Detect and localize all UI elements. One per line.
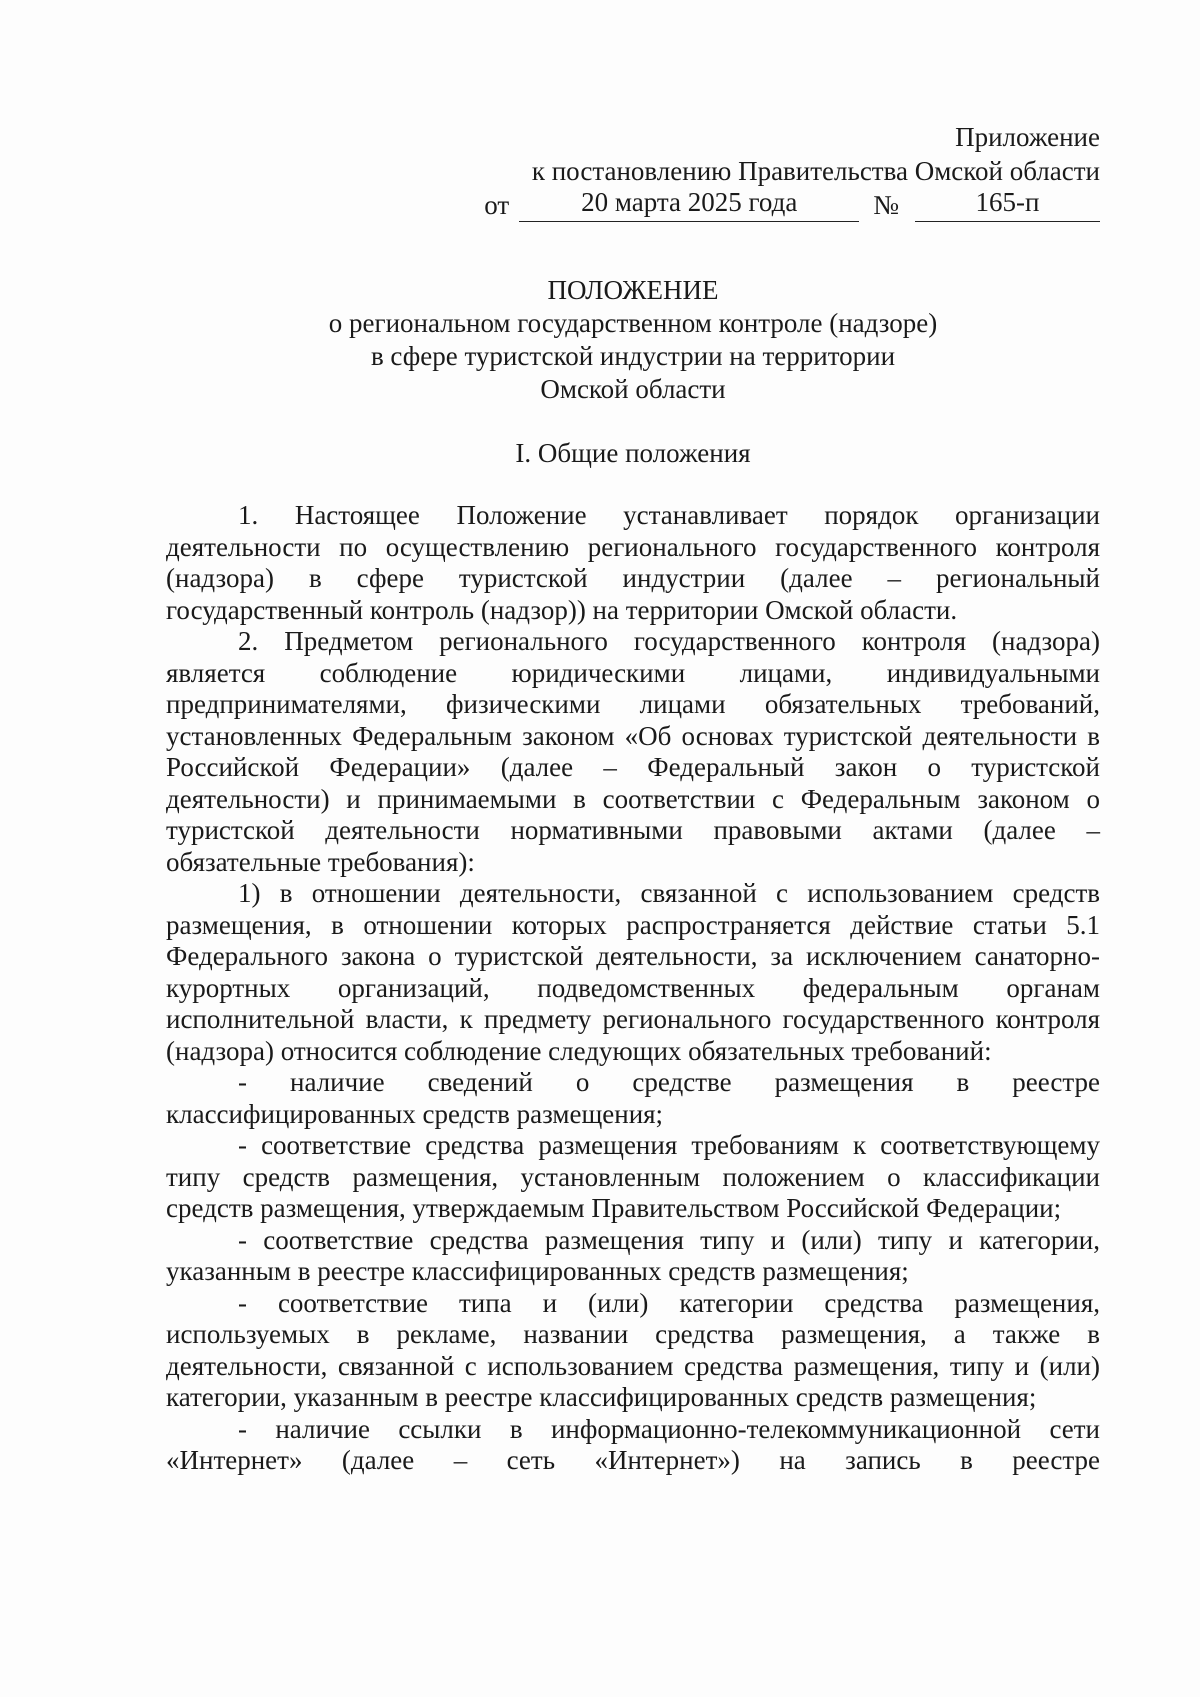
document-body (166, 500, 1100, 1477)
subparagraph-1: 1) в отношении деятельности, связанной с использованием средств размещения, в отношении которых распространяется действие статьи 5.1 Федерального закона о туристской деятельности, за исключением санаторно-курортных организаций, подведомственных федеральным органам исполнительной власти, к предмету регионального государственного контроля (надзора) относится соблюдение следующих обязательных требований: (166, 878, 1100, 1066)
appendix-header (166, 120, 1100, 222)
list-item-5: - наличие ссылки в информационно-телекоммуникационной сети «Интернет» (далее – сеть «Интернет») на запись в реестре (166, 1413, 1100, 1475)
title-line-4: Омской области (540, 374, 726, 404)
section-heading: I. Общие положения (515, 438, 751, 468)
title-line-2: о региональном государственном контроле (надзоре) (328, 308, 938, 338)
number-sign: № (873, 190, 899, 220)
date-field: 20 марта 2025 года (519, 188, 859, 222)
title-line-1: ПОЛОЖЕНИЕ (547, 275, 719, 305)
list-item-4: - соответствие типа и (или) категории средства размещения, используемых в рекламе, названии средства размещения, а также в деятельности, связанной с использованием средства размещения, типу и (или) категории, указанным в реестре классифицированных средств размещения; (166, 1287, 1100, 1412)
date-prefix: от (484, 190, 510, 220)
number-field: 165-п (915, 188, 1100, 222)
appendix-date-number-line (166, 188, 1100, 222)
document-title (166, 274, 1100, 406)
list-item-3: - соответствие средства размещения типу и (или) типу и категории, указанным в реестре классифицированных средств размещения; (166, 1224, 1100, 1286)
list-item-1: - наличие сведений о средстве размещения в реестре классифицированных средств размещения; (166, 1067, 1100, 1129)
appendix-label: Приложение (955, 122, 1100, 152)
title-line-3: в сфере туристской индустрии на территории (370, 341, 896, 371)
paragraph-1: 1. Настоящее Положение устанавливает порядок организации деятельности по осуществлению регионального государственного контроля (надзора) в сфере туристской индустрии (далее – региональный государственный контроль (надзор)) на территории Омской области. (166, 500, 1100, 625)
paragraph-2: 2. Предметом регионального государственного контроля (надзора) является соблюдение юридическими лицами, индивидуальными предпринимателями, физическими лицами обязательных требований, установленных Федеральным законом «Об основах туристской деятельности в Российской Федерации» (далее – Федеральный закон о туристской деятельности) и принимаемыми в соответствии с Федеральным законом о туристской деятельности нормативными правовыми актами (далее – обязательные требования): (166, 626, 1100, 877)
list-item-2: - соответствие средства размещения требованиям к соответствующему типу средств размещения, установленным положением о классификации средств размещения, утверждаемым Правительством Российской Федерации; (166, 1130, 1100, 1223)
appendix-resolution-ref: к постановлению Правительства Омской области (531, 156, 1100, 186)
